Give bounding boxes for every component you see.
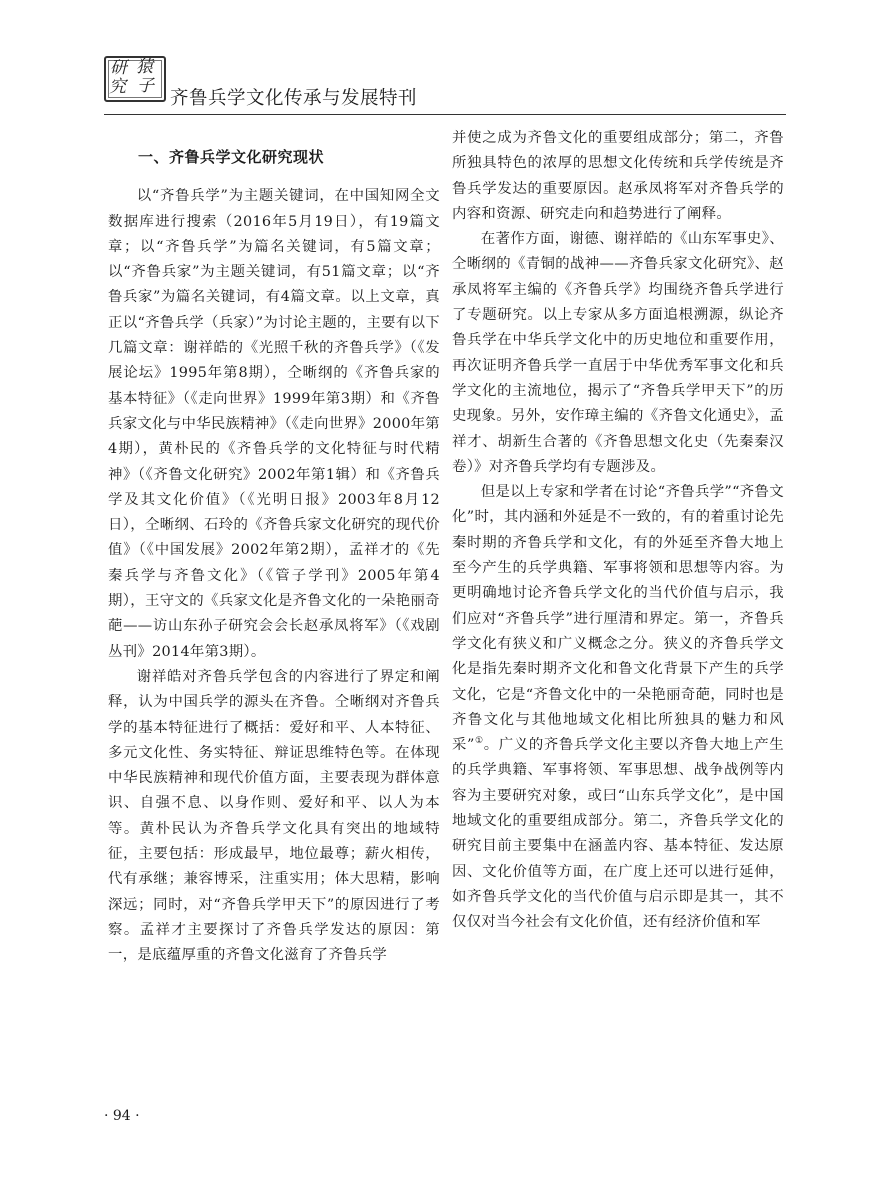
header-divider bbox=[104, 114, 786, 115]
logo-char: 猿 bbox=[136, 57, 153, 77]
paragraph: 在著作方面，谢德、谢祥皓的《山东军事史》、仝晰纲的《青铜的战神——齐鲁兵家文化研究》、赵承凤将军主编的《齐鲁兵学》均围绕齐鲁兵学进行了专题研究。以上专家从多方面追根溯源，纵论齐鲁兵学在中华兵学文化中的历史地位和重要作用，再次证明齐鲁兵学一直居于中华优秀军事文化和兵学文化的主流地位，揭示了“齐鲁兵学甲天下”的历史现象。另外，安作璋主编的《齐鲁文化通史》，孟祥才、胡新生合著的《齐鲁思想文化史（先秦秦汉卷）》对齐鲁兵学均有专题涉及。 bbox=[452, 231, 784, 475]
paragraph bbox=[452, 480, 784, 935]
paragraph: 以“齐鲁兵学”为主题关键词，在中国知网全文数据库进行搜索（2016年5月19日），有19篇文章；以“齐鲁兵学”为篇名关键词，有5篇文章；以“齐鲁兵家”为主题关键词，有51篇文章；以“齐鲁兵家”为篇名关键词，有4篇文章。以上文章，真正以“齐鲁兵学（兵家）”为讨论主题的，主要有以下几篇文章：谢祥皓的《光照千秋的齐鲁兵学》（《发展论坛》1995年第8期），仝晰纲的《齐鲁兵家的基本特征》（《走向世界》1999年第3期）和《齐鲁兵家文化与中华民族精神》（《走向世界》2000年第4期），黄朴民的《齐鲁兵学的文化特征与时代精神》（《齐鲁文化研究》2002年第1辑）和《齐鲁兵学及其文化价值》（《光明日报》2003年8月12日），仝晰纲、石玲的《齐鲁兵家文化研究的现代价值》（《中国发展》2002年第2期），孟祥才的《先秦兵学与齐鲁文化》（《管子学刊》2005年第4期），王守文的《兵家文化是齐鲁文化的一朵艳丽奇葩——访山东孙子研究会会长赵承凤将军》（《戏剧丛刊》2014年第3期）。 bbox=[108, 188, 440, 660]
logo-char: 子 bbox=[137, 76, 154, 96]
section-heading: 一、齐鲁兵学文化研究现状 bbox=[138, 148, 325, 166]
right-column bbox=[452, 126, 784, 936]
page-number: · 94 · bbox=[104, 1108, 140, 1124]
paragraph: 谢祥皓对齐鲁兵学包含的内容进行了界定和阐释，认为中国兵学的源头在齐鲁。仝晰纲对齐鲁兵学的基本特征进行了概括：爱好和平、人本特征、多元文化性、务实特征、辩证思维特色等。在体现中华民族精神和现代价值方面，主要表现为群体意识、自强不息、以身作则、爱好和平、以人为本等。黄朴民认为齐鲁兵学文化具有突出的地域特征，主要包括：形成最早，地位最尊；薪火相传，代有承继；兼容博采，注重实用；体大思精，影响深远；同时，对“齐鲁兵学甲天下”的原因进行了考察。孟祥才主要探讨了齐鲁兵学发达的原因：第一，是底蕴厚重的齐鲁文化滋育了齐鲁兵学 bbox=[108, 668, 440, 964]
journal-logo bbox=[104, 56, 166, 102]
paragraph-text: 但是以上专家和学者在讨论“齐鲁兵学”“齐鲁文化”时，其内涵和外延是不一致的，有的着重讨论先秦时期的齐鲁兵学和文化，有的外延至齐鲁大地上至今产生的兵学典籍、军事将领和思想等内容。为更明确地讨论齐鲁兵学文化的当代价值与启示，我们应对“齐鲁兵学”进行厘清和界定。第一，齐鲁兵学文化有狭义和广义概念之分。狭义的齐鲁兵学文化是指先秦时期齐文化和鲁文化背景下产生的兵学文化，它是“齐鲁文化中的一朵艳丽奇葩，同时也是齐鲁文化与其他地域文化相比所独具的魅力和风采” bbox=[452, 484, 784, 754]
logo-char: 究 bbox=[109, 77, 126, 97]
paragraph-text: 。广义的齐鲁兵学文化主要以齐鲁大地上产生的兵学典籍、军事将领、军事思想、战争战例等内容为主要研究对象，或曰“山东兵学文化”，是中国地域文化的重要组成部分。第二，齐鲁兵学文化的研究目前主要集中在涵盖内容、基本特征、发达原因、文化价值等方面，在广度上还可以进行延伸，如齐鲁兵学文化的当代价值与启示即是其一，其不仅仅对当今社会有文化价值，还有经济价值和军 bbox=[452, 737, 784, 931]
left-column bbox=[108, 126, 440, 969]
paragraph-continued: 并使之成为齐鲁文化的重要组成部分；第二，齐鲁所独具特色的浓厚的思想文化传统和兵学传统是齐鲁兵学发达的重要原因。赵承凤将军对齐鲁兵学的内容和资源、研究走向和趋势进行了阐释。 bbox=[452, 130, 784, 222]
running-header-title: 齐鲁兵学文化传承与发展特刊 bbox=[170, 88, 418, 109]
logo-char: 研 bbox=[110, 58, 127, 78]
footnote-marker[interactable]: ① bbox=[474, 736, 484, 747]
